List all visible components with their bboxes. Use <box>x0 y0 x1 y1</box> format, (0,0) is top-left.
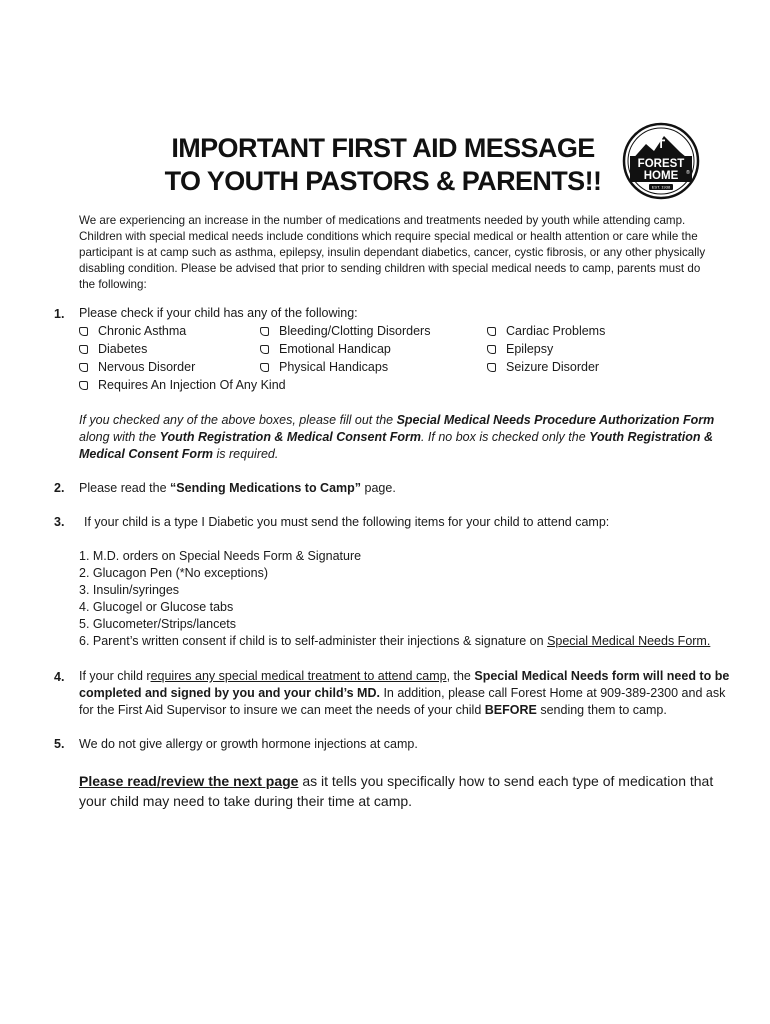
item-number-5: 5. <box>54 737 65 751</box>
logo-text-home: HOME <box>643 170 679 182</box>
checkbox-icon[interactable] <box>79 345 88 354</box>
forest-home-logo <box>622 122 700 200</box>
checkbox-icon[interactable] <box>260 327 269 336</box>
item-number-1: 1. <box>54 307 65 321</box>
checkbox-icon[interactable] <box>79 381 88 390</box>
item4-text: If your child requires any special medical treatment to attend camp, the Special Medical Needs form will need to be completed and signed by you and your child’s MD. In addition, please call Forest Home at 909-389-2300 and ask for the First Aid Supervisor to insure we can meet the needs of your child BEFORE sending them to camp. <box>79 669 730 717</box>
item3-lead: If your child is a type I Diabetic you must send the following items for your child to attend camp: <box>84 515 610 529</box>
checkbox-icon[interactable] <box>487 345 496 354</box>
checkbox-icon[interactable] <box>487 363 496 372</box>
checkbox-diabetes[interactable]: Diabetes <box>79 341 147 358</box>
special-medical-needs-form-link[interactable]: Special Medical Needs Form. <box>547 634 711 648</box>
item-number-4: 4. <box>54 670 65 684</box>
checkbox-nervous-disorder[interactable]: Nervous Disorder <box>79 359 195 376</box>
list-item: 2. Glucagon Pen (*No exceptions) <box>79 566 268 580</box>
item-number-3: 3. <box>54 515 65 529</box>
checkbox-icon[interactable] <box>79 327 88 336</box>
checkbox-epilepsy[interactable]: Epilepsy <box>487 341 553 358</box>
item5-text: We do not give allergy or growth hormone injections at camp. <box>79 737 418 751</box>
checkbox-icon[interactable] <box>79 363 88 372</box>
checkbox-seizure-disorder[interactable]: Seizure Disorder <box>487 359 599 376</box>
item2-text: Please read the “Sending Medications to Camp” page. <box>79 481 396 495</box>
item1-lead: Please check if your child has any of the following: <box>79 306 358 320</box>
next-page-link[interactable]: Please read/review the next page <box>79 773 299 789</box>
title-line-2: TO YOUTH PASTORS & PARENTS!! <box>164 166 602 196</box>
checkbox-cardiac-problems[interactable]: Cardiac Problems <box>487 323 605 340</box>
intro-paragraph: We are experiencing an increase in the number of medications and treatments needed by youth while attending camp. Children with special medical needs include conditions which require special medical or health attention or care while the participant is at camp such as asthma, epilepsy, insulin dependant diabetics, cancer, cystic fibrosis, or any other physically disabling condition. Please be advised that prior to sending children with special medical needs to camp, parents must do the following: <box>79 214 706 291</box>
checkbox-physical-handicaps[interactable]: Physical Handicaps <box>260 359 388 376</box>
logo-text-forest: FOREST <box>637 158 685 170</box>
item-number-2: 2. <box>54 481 65 495</box>
checkbox-bleeding-clotting[interactable]: Bleeding/Clotting Disorders <box>260 323 430 340</box>
final-note: Please read/review the next page as it tells you specifically how to send each type of medication that your child may need to take during their time at camp. <box>79 773 714 809</box>
logo-registered-mark: ® <box>686 170 690 176</box>
list-item: 4. Glucogel or Glucose tabs <box>79 600 234 614</box>
list-item: 3. Insulin/syringes <box>79 583 180 597</box>
page-title <box>148 132 618 198</box>
list-item: 6. Parent’s written consent if child is to self-administer their injections & signature on Special Medical Needs Form. <box>79 634 711 648</box>
checkbox-icon[interactable] <box>260 345 269 354</box>
checkbox-requires-injection[interactable]: Requires An Injection Of Any Kind <box>79 377 286 394</box>
checkbox-chronic-asthma[interactable]: Chronic Asthma <box>79 323 186 340</box>
checkbox-icon[interactable] <box>260 363 269 372</box>
item1-note: If you checked any of the above boxes, please fill out the Special Medical Needs Procedure Authorization Form along with the Youth Registration & Medical Consent Form. If no box is checked only the Youth Registration & Medical Consent Form is required. <box>79 413 715 461</box>
title-line-1: IMPORTANT FIRST AID MESSAGE <box>171 133 595 163</box>
checkbox-emotional-handicap[interactable]: Emotional Handicap <box>260 341 391 358</box>
logo-est: EST. 1938 <box>651 184 671 190</box>
list-item: 5. Glucometer/Strips/lancets <box>79 617 237 631</box>
checkbox-icon[interactable] <box>487 327 496 336</box>
list-item: 1. M.D. orders on Special Needs Form & Signature <box>79 549 362 563</box>
